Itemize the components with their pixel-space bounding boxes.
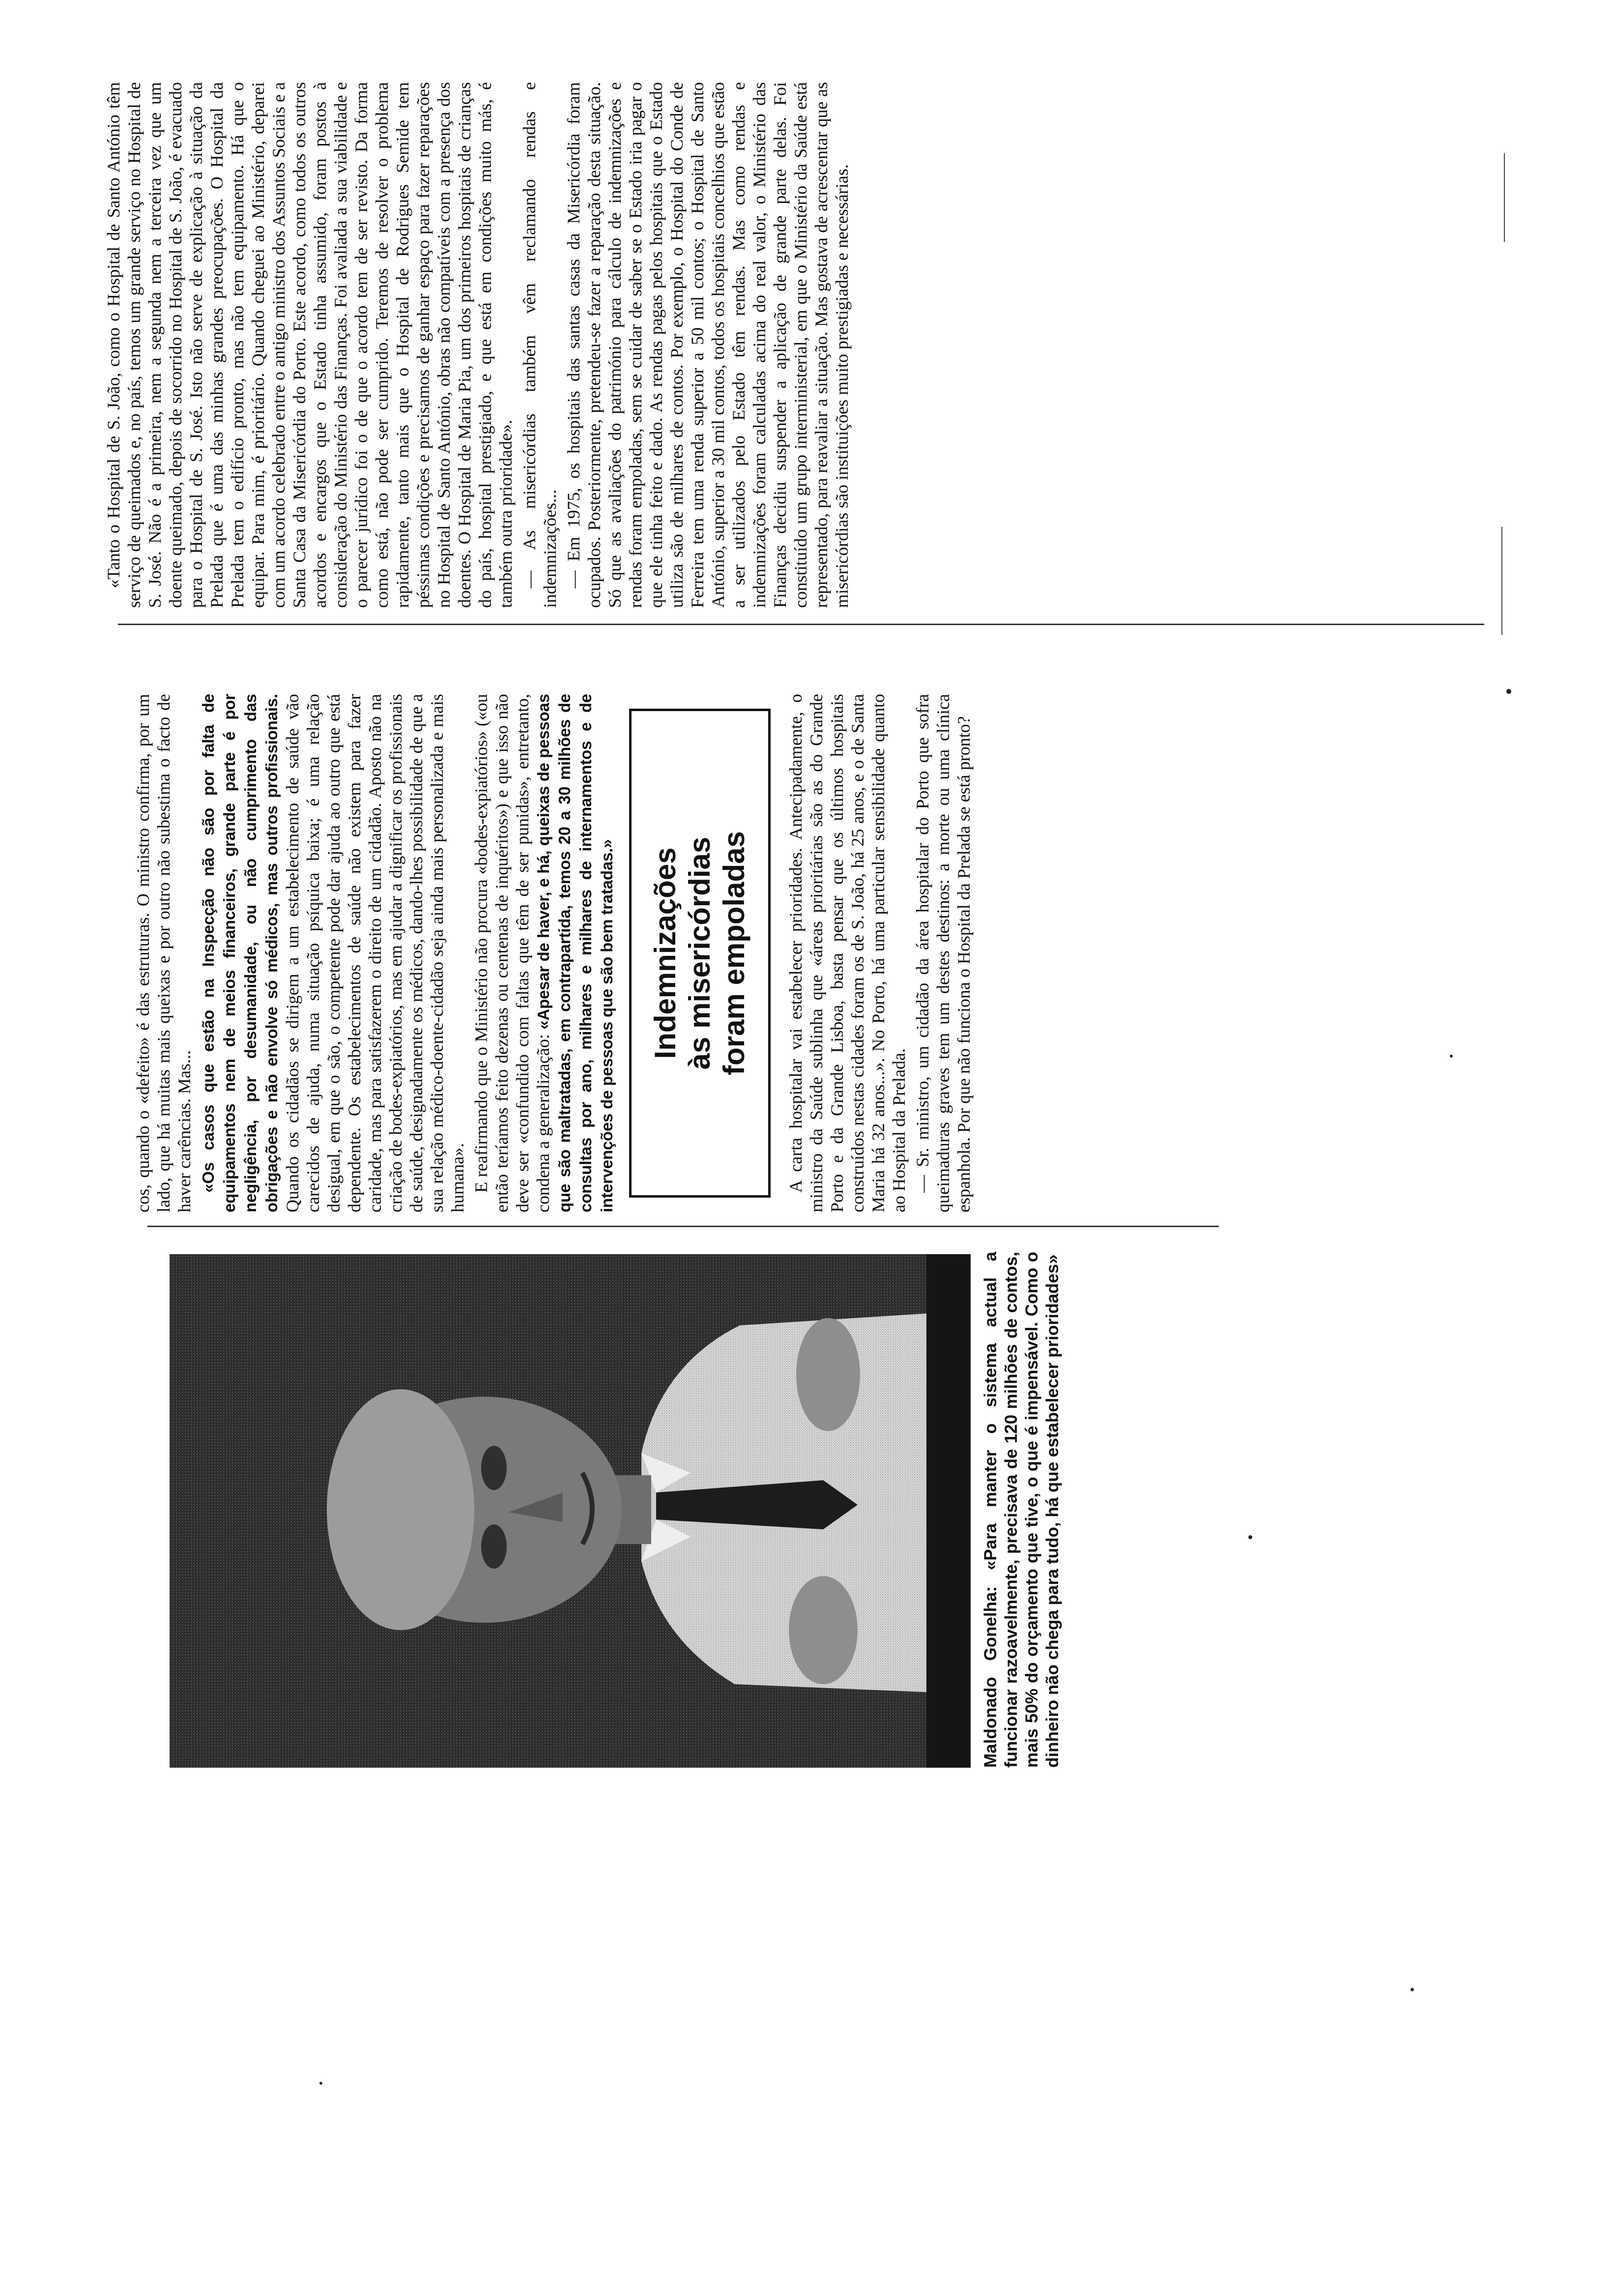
- subheadline-line: às misericórdias: [683, 836, 716, 1070]
- scan-speck: [1248, 1535, 1252, 1539]
- boxed-subheadline: [629, 709, 771, 1198]
- paragraph: — Em 1975, os hospitais das santas casas da Misericórdia foram ocupados. Posteriormente, pretendeu-se fazer a reparação desta situação. Só que as avaliações do património para cálculo de indemnizações e rendas foram empoladas, sem se cuidar de saber se o Estado iria pagar o que ele tinha feito e dado. As rendas pagas pelos hospitais que o Estado utiliza são de milhares de contos. Por exemplo, o Hospital do Conde de Ferreira tem uma renda superior a 50 mil contos; o Hospital de Santo António, superior a 30 mil contos, todos os hospitais concelhios que estão a ser utilizados pelo Estado têm rendas. Mas como rendas e indemnizações foram calculadas acima do real valor, o Ministério das Finanças decidiu suspender a aplicação de grande parte delas. Foi constituído um grupo interministerial, em que o Ministério da Saúde está representado, para reavaliar a situação. Mas gostava de acrescentar que as misericórdias são instituições muito prestigiadas e necessárias.: [564, 82, 852, 608]
- scan-mark: [1504, 153, 1505, 242]
- scan-speck: [1410, 1988, 1414, 1991]
- photo-caption: [980, 1252, 1063, 1768]
- subheadline-line: Indemnizações: [649, 847, 682, 1059]
- scan-speck: [319, 2082, 322, 2085]
- paragraph: «Tanto o Hospital de S. João, como o Hospital de Santo António têm serviço de queimados e, no país, temos um grande serviço no Hospital de S. José. Não é a primeira, nem a segunda nem a terceira vez que um doente queimado, depois de socorrido no Hospital de S. João, é evacuado para o Hospital de S. José. Isto não serve de explicação à situação da Prelada que é uma das minhas grandes preocupações. O Hospital da Prelada tem o edifício pronto, mas não tem equipamento. Há que o equipar. Para mim, é prioritário. Quando cheguei ao Ministério, deparei com um acordo celebrado entre o antigo ministro dos Assuntos Sociais e a Santa Casa da Misericórdia do Porto. Este acordo, como todos os outros acordos e encargos que o Estado tinha assumido, foram postos à consideração do Ministério das Finanças. Foi avaliada a sua viabilidade e o parecer jurídico foi o de que o acordo tem de ser revisto. Da forma como está, não pode ser cumprido. Teremos de resolver o problema rapidamente, tanto mais que o Hospital de Rodrigues Semide tem péssimas condições e precisamos de ganhar espaço para fazer reparações no Hospital de Santo António, obras não compatíveis com a presença dos doentes. O Hospital de Maria Pia, um dos primeiros hospitais de crianças do país, hospital prestigiado, e que está em condições muito más, é também outra prioridade».: [104, 82, 516, 608]
- paragraph: A carta hospitalar vai estabelecer prioridades. Antecipadamente, o ministro da Saúde sublinha que «áreas prioritárias são as do Grande Porto e da Grande Lisboa, basta pensar que os últimos hospitais construídos nestas cidades foram os de S. João, há 25 anos, e o de Santa Maria há 32 anos...». No Porto, há uma particular sensibilidade quanto ao Hospital da Prelada.: [786, 694, 909, 1212]
- subheadline-line: foram empoladas: [718, 831, 750, 1075]
- paragraph: — Sr. ministro, um cidadão da área hospitalar do Porto que sofra queimaduras graves tem um destes destinos: a morte ou uma clínica espanhola. Por que não funciona o Hospital da Prelada se está pronto?: [913, 694, 974, 1212]
- paragraph: [471, 694, 617, 1212]
- paragraph: cos, quando o «defeito» é das estruturas. O ministro confirma, por um lado, que há muitas mais queixas e por outro não subestima o facto de haver carências. Mas...: [133, 694, 194, 1212]
- portrait-photo: [170, 1254, 971, 1768]
- caption-quote: «Para manter o sistema actual a funcionar razoavelmente, precisava de 120 milhões de contos, mais 50% do orçamento que tive, o que é impensável. Como o dinheiro não chega para tudo, há que estabelecer prioridades»: [981, 1252, 1062, 1768]
- paragraph: — As misericórdias também vêm reclamando rendas e indemnizações...: [519, 82, 560, 608]
- paragraph-bold-quote: «Apesar de haver, e há, queixas de pessoas que são maltratadas, em contrapartida, temos 20 a 30 milhões de consultas por ano, milhares e milhares de internamentos e de intervenções de pessoas que são bem tratadas.»: [534, 694, 616, 1212]
- scan-mark: [1501, 527, 1502, 635]
- article-column-middle: [133, 694, 977, 1212]
- paragraph: [198, 694, 468, 1212]
- scan-speck: [1506, 689, 1511, 694]
- photo-portrait-halftone: [170, 1254, 971, 1768]
- paragraph-bold-lead: «Os casos que estão na Inspecção não são por falta de equipamentos nem de meios financeiros, grande parte é por negligência, por desumanidade, ou não cumprimento das obrigações e não envolve só médicos, mas outros profissionais.: [199, 694, 281, 1212]
- article-column-right: [103, 82, 855, 608]
- scan-speck: [1450, 1055, 1453, 1058]
- paragraph-text: Quando os cidadãos se dirigem a um estabelecimento de saúde vão carecidos de ajuda, numa situação psíquica baixa; é uma relação desigual, em que o são, o competente pode dar ajuda ao outro que está dependente. Os estabelecimentos de saúde não existem para fazer caridade, mas para satisfazerem o direito de um cidadão. Aposto não na criação de bodes-expiatórios, mas em ajudar a dignificar os profissionais de saúde, designadamente os médicos, dando-lhes possibilidade de que a sua relação médico-doente-cidadão seja ainda mais personalizada e mais humana».: [283, 694, 467, 1212]
- column-rule: [147, 1226, 1219, 1227]
- column-rule: [118, 624, 1484, 625]
- paragraph-text: E reafirmando que o Ministério não procura «bodes-expiatórios» («ou então teríamos feito dezenas ou centenas de inquéritos») e que isso não deve ser «confundido com faltas que têm de ser punidas», entretanto, condena a generalização:: [471, 694, 553, 1212]
- caption-name: Maldonado Gonelha:: [981, 1586, 1000, 1768]
